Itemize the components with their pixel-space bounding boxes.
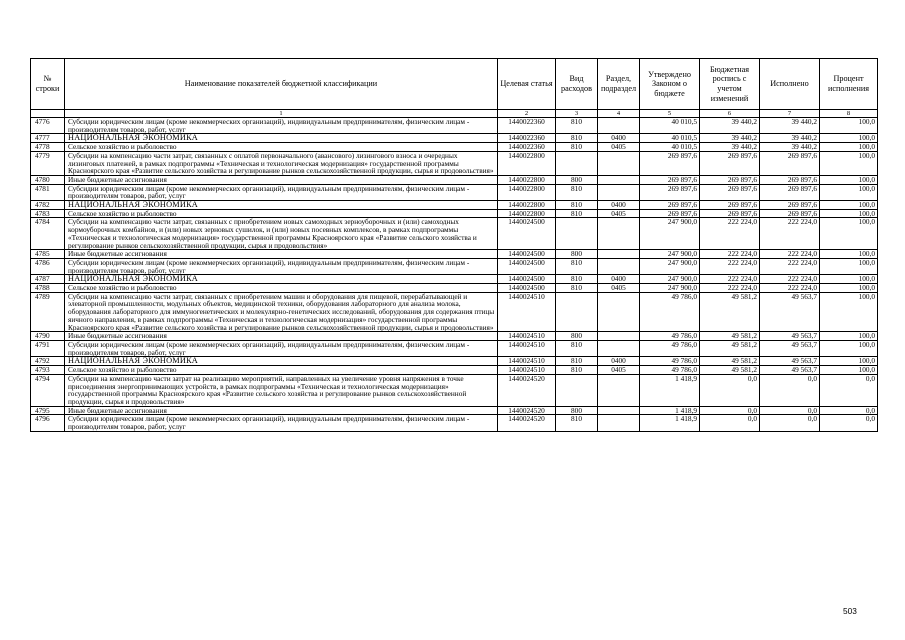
expense-kind: 810 bbox=[556, 201, 598, 210]
execution-percent: 100,0 bbox=[820, 258, 878, 274]
executed-amount: 269 897,6 bbox=[760, 184, 820, 200]
target-article: 1440022360 bbox=[498, 143, 556, 152]
header-section: Раздел, подраздел bbox=[598, 59, 640, 110]
executed-amount: 39 440,2 bbox=[760, 134, 820, 143]
executed-amount: 0,0 bbox=[760, 406, 820, 415]
budget-list-amount: 49 581,2 bbox=[700, 340, 760, 356]
execution-percent: 100,0 bbox=[820, 184, 878, 200]
indicator-name: НАЦИОНАЛЬНАЯ ЭКОНОМИКА bbox=[65, 201, 498, 210]
expense-kind: 810 bbox=[556, 340, 598, 356]
table-row bbox=[31, 366, 878, 375]
executed-amount: 49 563,7 bbox=[760, 366, 820, 375]
header-row-number: № строки bbox=[31, 59, 65, 110]
indicator-name: Субсидии юридическим лицам (кроме некоммерческих организаций), индивидуальным предпринимателям, физическим лицам - производителям товаров, работ, услуг bbox=[65, 415, 498, 431]
page-number: 503 bbox=[843, 606, 857, 616]
section-code bbox=[598, 332, 640, 341]
row-number: 4796 bbox=[31, 415, 65, 431]
section-code bbox=[598, 406, 640, 415]
expense-kind: 800 bbox=[556, 250, 598, 259]
approved-amount: 40 010,5 bbox=[640, 134, 700, 143]
budget-report-sheet bbox=[30, 58, 877, 432]
execution-percent: 100,0 bbox=[820, 218, 878, 250]
expense-kind: 810 bbox=[556, 357, 598, 366]
indicator-name: Субсидии юридическим лицам (кроме некоммерческих организаций), индивидуальным предпринимателям, физическим лицам - производителям товаров, работ, услуг bbox=[65, 184, 498, 200]
approved-amount: 49 786,0 bbox=[640, 366, 700, 375]
header-approved: Утверждено Законом о бюджете bbox=[640, 59, 700, 110]
executed-amount: 222 224,0 bbox=[760, 218, 820, 250]
column-number: 4 bbox=[598, 110, 640, 118]
column-number: 7 bbox=[760, 110, 820, 118]
table-row bbox=[31, 415, 878, 431]
budget-list-amount: 269 897,6 bbox=[700, 175, 760, 184]
indicator-name: Субсидии на компенсацию части затрат, связанных с приобретением новых самоходных зерноуборочных и (или) самоходных кормоуборочных комбайнов, и (или) новых зерновых сушилок, и (или) новых посевных комплексов, в рамках подпрограммы «Техническая и технологическая модернизация» государственной программы Красноярского края «Развитие сельского хозяйства и регулирование рынков сельскохозяйственной продукции, сырья и продовольствия» bbox=[65, 218, 498, 250]
execution-percent: 0,0 bbox=[820, 374, 878, 406]
execution-percent: 100,0 bbox=[820, 357, 878, 366]
execution-percent: 100,0 bbox=[820, 209, 878, 218]
execution-percent: 100,0 bbox=[820, 340, 878, 356]
target-article: 1440022360 bbox=[498, 134, 556, 143]
expense-kind: 810 bbox=[556, 118, 598, 134]
expense-kind: 810 bbox=[556, 143, 598, 152]
approved-amount: 269 897,6 bbox=[640, 184, 700, 200]
indicator-name: НАЦИОНАЛЬНАЯ ЭКОНОМИКА bbox=[65, 357, 498, 366]
column-number: 1 bbox=[65, 110, 498, 118]
budget-table bbox=[30, 58, 878, 432]
section-code: 0405 bbox=[598, 143, 640, 152]
section-code bbox=[598, 118, 640, 134]
target-article: 1440024510 bbox=[498, 357, 556, 366]
table-row bbox=[31, 258, 878, 274]
budget-list-amount: 39 440,2 bbox=[700, 143, 760, 152]
executed-amount: 222 224,0 bbox=[760, 258, 820, 274]
target-article: 1440024510 bbox=[498, 340, 556, 356]
column-number: 5 bbox=[640, 110, 700, 118]
row-number: 4782 bbox=[31, 201, 65, 210]
execution-percent: 0,0 bbox=[820, 406, 878, 415]
execution-percent: 100,0 bbox=[820, 151, 878, 175]
row-number: 4792 bbox=[31, 357, 65, 366]
budget-list-amount: 0,0 bbox=[700, 415, 760, 431]
approved-amount: 49 786,0 bbox=[640, 340, 700, 356]
executed-amount: 269 897,6 bbox=[760, 175, 820, 184]
column-number: 3 bbox=[556, 110, 598, 118]
section-code: 0400 bbox=[598, 357, 640, 366]
target-article: 1440024500 bbox=[498, 250, 556, 259]
expense-kind: 810 bbox=[556, 275, 598, 284]
approved-amount: 1 418,9 bbox=[640, 406, 700, 415]
budget-list-amount: 222 224,0 bbox=[700, 250, 760, 259]
target-article: 1440024520 bbox=[498, 374, 556, 406]
row-number: 4791 bbox=[31, 340, 65, 356]
budget-list-amount: 39 440,2 bbox=[700, 134, 760, 143]
indicator-name: Иные бюджетные ассигнования bbox=[65, 250, 498, 259]
execution-percent: 100,0 bbox=[820, 332, 878, 341]
budget-list-amount: 222 224,0 bbox=[700, 258, 760, 274]
row-number: 4788 bbox=[31, 284, 65, 293]
budget-list-amount: 269 897,6 bbox=[700, 209, 760, 218]
approved-amount: 269 897,6 bbox=[640, 209, 700, 218]
header-percent: Процент исполнения bbox=[820, 59, 878, 110]
target-article: 1440024500 bbox=[498, 258, 556, 274]
expense-kind: 810 bbox=[556, 415, 598, 431]
column-number-row bbox=[31, 110, 878, 118]
target-article: 1440024510 bbox=[498, 332, 556, 341]
row-number: 4783 bbox=[31, 209, 65, 218]
table-row bbox=[31, 134, 878, 143]
execution-percent: 100,0 bbox=[820, 366, 878, 375]
section-code: 0400 bbox=[598, 134, 640, 143]
target-article: 1440024520 bbox=[498, 415, 556, 431]
budget-list-amount: 0,0 bbox=[700, 374, 760, 406]
table-row bbox=[31, 406, 878, 415]
executed-amount: 269 897,6 bbox=[760, 151, 820, 175]
column-number bbox=[31, 110, 65, 118]
table-row bbox=[31, 201, 878, 210]
expense-kind: 810 bbox=[556, 258, 598, 274]
approved-amount: 49 786,0 bbox=[640, 292, 700, 332]
execution-percent: 100,0 bbox=[820, 250, 878, 259]
target-article: 1440024500 bbox=[498, 218, 556, 250]
indicator-name: Субсидии юридическим лицам (кроме некоммерческих организаций), индивидуальным предпринимателям, физическим лицам - производителям товаров, работ, услуг bbox=[65, 118, 498, 134]
execution-percent: 100,0 bbox=[820, 275, 878, 284]
executed-amount: 269 897,6 bbox=[760, 209, 820, 218]
row-number: 4784 bbox=[31, 218, 65, 250]
row-number: 4777 bbox=[31, 134, 65, 143]
section-code: 0400 bbox=[598, 275, 640, 284]
table-row bbox=[31, 332, 878, 341]
table-row bbox=[31, 184, 878, 200]
indicator-name: Сельское хозяйство и рыболовство bbox=[65, 366, 498, 375]
indicator-name: НАЦИОНАЛЬНАЯ ЭКОНОМИКА bbox=[65, 275, 498, 284]
approved-amount: 40 010,5 bbox=[640, 118, 700, 134]
row-number: 4794 bbox=[31, 374, 65, 406]
approved-amount: 1 418,9 bbox=[640, 374, 700, 406]
execution-percent: 100,0 bbox=[820, 284, 878, 293]
section-code: 0405 bbox=[598, 366, 640, 375]
target-article: 1440022800 bbox=[498, 209, 556, 218]
table-row bbox=[31, 292, 878, 332]
expense-kind bbox=[556, 151, 598, 175]
approved-amount: 247 900,0 bbox=[640, 250, 700, 259]
executed-amount: 222 224,0 bbox=[760, 275, 820, 284]
executed-amount: 49 563,7 bbox=[760, 292, 820, 332]
target-article: 1440022360 bbox=[498, 118, 556, 134]
approved-amount: 247 900,0 bbox=[640, 218, 700, 250]
budget-list-amount: 49 581,2 bbox=[700, 332, 760, 341]
execution-percent: 100,0 bbox=[820, 143, 878, 152]
approved-amount: 247 900,0 bbox=[640, 258, 700, 274]
indicator-name: Сельское хозяйство и рыболовство bbox=[65, 209, 498, 218]
target-article: 1440022800 bbox=[498, 151, 556, 175]
executed-amount: 0,0 bbox=[760, 374, 820, 406]
section-code: 0405 bbox=[598, 209, 640, 218]
approved-amount: 269 897,6 bbox=[640, 201, 700, 210]
execution-percent: 100,0 bbox=[820, 292, 878, 332]
header-row bbox=[31, 59, 878, 110]
table-row bbox=[31, 209, 878, 218]
indicator-name: Субсидии на компенсацию части затрат на реализацию мероприятий, направленных на увеличение уровня напряжения в точке присоединения энергопринимающих устройств, в рамках подпрограммы «Техническая и технологическая модернизация» государственной программы Красноярского края «Развитие сельского хозяйства и регулирование рынков сельскохозяйственной продукции, сырья и продовольствия» bbox=[65, 374, 498, 406]
section-code bbox=[598, 292, 640, 332]
section-code: 0405 bbox=[598, 284, 640, 293]
row-number: 4776 bbox=[31, 118, 65, 134]
section-code bbox=[598, 415, 640, 431]
target-article: 1440022800 bbox=[498, 184, 556, 200]
row-number: 4790 bbox=[31, 332, 65, 341]
execution-percent: 100,0 bbox=[820, 175, 878, 184]
expense-kind: 810 bbox=[556, 209, 598, 218]
row-number: 4795 bbox=[31, 406, 65, 415]
budget-list-amount: 269 897,6 bbox=[700, 151, 760, 175]
header-target-article: Целевая статья bbox=[498, 59, 556, 110]
target-article: 1440024510 bbox=[498, 366, 556, 375]
target-article: 1440024520 bbox=[498, 406, 556, 415]
table-row bbox=[31, 250, 878, 259]
executed-amount: 39 440,2 bbox=[760, 118, 820, 134]
section-code bbox=[598, 374, 640, 406]
header-executed: Исполнено bbox=[760, 59, 820, 110]
table-row bbox=[31, 374, 878, 406]
executed-amount: 49 563,7 bbox=[760, 357, 820, 366]
target-article: 1440024510 bbox=[498, 292, 556, 332]
row-number: 4780 bbox=[31, 175, 65, 184]
expense-kind bbox=[556, 374, 598, 406]
budget-list-amount: 0,0 bbox=[700, 406, 760, 415]
section-code bbox=[598, 340, 640, 356]
approved-amount: 269 897,6 bbox=[640, 175, 700, 184]
budget-list-amount: 222 224,0 bbox=[700, 218, 760, 250]
approved-amount: 49 786,0 bbox=[640, 332, 700, 341]
expense-kind: 810 bbox=[556, 184, 598, 200]
row-number: 4779 bbox=[31, 151, 65, 175]
execution-percent: 0,0 bbox=[820, 415, 878, 431]
header-budget-list: Бюджетная роспись с учетом изменений bbox=[700, 59, 760, 110]
target-article: 1440024500 bbox=[498, 284, 556, 293]
approved-amount: 1 418,9 bbox=[640, 415, 700, 431]
expense-kind: 810 bbox=[556, 284, 598, 293]
row-number: 4778 bbox=[31, 143, 65, 152]
execution-percent: 100,0 bbox=[820, 201, 878, 210]
indicator-name: Субсидии юридическим лицам (кроме некоммерческих организаций), индивидуальным предпринимателям, физическим лицам - производителям товаров, работ, услуг bbox=[65, 258, 498, 274]
section-code bbox=[598, 151, 640, 175]
target-article: 1440022800 bbox=[498, 201, 556, 210]
budget-list-amount: 269 897,6 bbox=[700, 201, 760, 210]
column-number: 6 bbox=[700, 110, 760, 118]
budget-list-amount: 222 224,0 bbox=[700, 275, 760, 284]
approved-amount: 247 900,0 bbox=[640, 284, 700, 293]
approved-amount: 40 010,5 bbox=[640, 143, 700, 152]
budget-list-amount: 49 581,2 bbox=[700, 292, 760, 332]
table-row bbox=[31, 218, 878, 250]
expense-kind: 810 bbox=[556, 366, 598, 375]
row-number: 4787 bbox=[31, 275, 65, 284]
header-indicator-name: Наименование показателей бюджетной классификации bbox=[65, 59, 498, 110]
table-body bbox=[31, 118, 878, 432]
executed-amount: 222 224,0 bbox=[760, 284, 820, 293]
indicator-name: Субсидии на компенсацию части затрат, связанных с приобретением машин и оборудования для пищевой, перерабатывающей и элеваторной промышленности, модульных объектов, медицинской техники, оборудования лабораторного для анализа молока, оборудования лабораторного для иммуногенетических и молекулярно-генетических исследований, оборудования для содержания птицы яичного направления, в рамках подпрограммы «Техническая и технологическая модернизация» государственной программы Красноярского края «Развитие сельского хозяйства и регулирование рынков сельскохозяйственной продукции, сырья и продовольствия» bbox=[65, 292, 498, 332]
budget-list-amount: 49 581,2 bbox=[700, 366, 760, 375]
indicator-name: НАЦИОНАЛЬНАЯ ЭКОНОМИКА bbox=[65, 134, 498, 143]
executed-amount: 269 897,6 bbox=[760, 201, 820, 210]
budget-list-amount: 222 224,0 bbox=[700, 284, 760, 293]
header-expense-kind: Вид расходов bbox=[556, 59, 598, 110]
expense-kind: 800 bbox=[556, 332, 598, 341]
row-number: 4793 bbox=[31, 366, 65, 375]
section-code: 0400 bbox=[598, 201, 640, 210]
row-number: 4785 bbox=[31, 250, 65, 259]
indicator-name: Иные бюджетные ассигнования bbox=[65, 332, 498, 341]
section-code bbox=[598, 250, 640, 259]
executed-amount: 49 563,7 bbox=[760, 340, 820, 356]
expense-kind bbox=[556, 292, 598, 332]
indicator-name: Сельское хозяйство и рыболовство bbox=[65, 143, 498, 152]
column-number: 8 bbox=[820, 110, 878, 118]
executed-amount: 0,0 bbox=[760, 415, 820, 431]
approved-amount: 269 897,6 bbox=[640, 151, 700, 175]
executed-amount: 39 440,2 bbox=[760, 143, 820, 152]
expense-kind: 810 bbox=[556, 134, 598, 143]
row-number: 4789 bbox=[31, 292, 65, 332]
table-row bbox=[31, 151, 878, 175]
row-number: 4781 bbox=[31, 184, 65, 200]
executed-amount: 222 224,0 bbox=[760, 250, 820, 259]
indicator-name: Субсидии на компенсацию части затрат, связанных с оплатой первоначального (авансового) лизингового взноса и очередных лизинговых платежей, в рамках подпрограммы «Техническая и технологическая модернизация» государственной программы Красноярского края «Развитие сельского хозяйства и регулирование рынков сельскохозяйственной продукции, сырья и продовольствия» bbox=[65, 151, 498, 175]
indicator-name: Сельское хозяйство и рыболовство bbox=[65, 284, 498, 293]
indicator-name: Субсидии юридическим лицам (кроме некоммерческих организаций), индивидуальным предпринимателям, физическим лицам - производителям товаров, работ, услуг bbox=[65, 340, 498, 356]
execution-percent: 100,0 bbox=[820, 118, 878, 134]
column-number: 2 bbox=[498, 110, 556, 118]
row-number: 4786 bbox=[31, 258, 65, 274]
section-code bbox=[598, 258, 640, 274]
expense-kind: 800 bbox=[556, 406, 598, 415]
table-row bbox=[31, 175, 878, 184]
table-row bbox=[31, 118, 878, 134]
budget-list-amount: 269 897,6 bbox=[700, 184, 760, 200]
table-row bbox=[31, 284, 878, 293]
execution-percent: 100,0 bbox=[820, 134, 878, 143]
target-article: 1440022800 bbox=[498, 175, 556, 184]
indicator-name: Иные бюджетные ассигнования bbox=[65, 406, 498, 415]
expense-kind bbox=[556, 218, 598, 250]
expense-kind: 800 bbox=[556, 175, 598, 184]
budget-list-amount: 49 581,2 bbox=[700, 357, 760, 366]
table-row bbox=[31, 340, 878, 356]
section-code bbox=[598, 175, 640, 184]
approved-amount: 247 900,0 bbox=[640, 275, 700, 284]
table-row bbox=[31, 357, 878, 366]
section-code bbox=[598, 184, 640, 200]
section-code bbox=[598, 218, 640, 250]
executed-amount: 49 563,7 bbox=[760, 332, 820, 341]
table-row bbox=[31, 275, 878, 284]
budget-list-amount: 39 440,2 bbox=[700, 118, 760, 134]
approved-amount: 49 786,0 bbox=[640, 357, 700, 366]
table-row bbox=[31, 143, 878, 152]
indicator-name: Иные бюджетные ассигнования bbox=[65, 175, 498, 184]
target-article: 1440024500 bbox=[498, 275, 556, 284]
